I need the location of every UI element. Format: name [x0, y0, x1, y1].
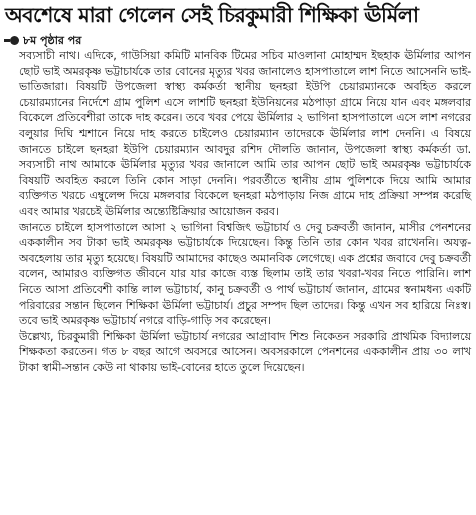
- bullet-icon: [10, 36, 19, 45]
- article-body: [5, 48, 471, 375]
- continuation-note: [10, 33, 81, 48]
- article-paragraph-2: জানতে চাইলে হাসপাতালে আসা ২ ভাগিনা বিশ্বজিৎ ভট্টাচার্য ও দেবু চক্রবর্তী জানান, মাসীর পেনশনের এককালীন সব টাকা ভাই অমরকৃষ্ণ ভট্টাচার্যকে দিয়েছেন। কিন্তু তিনি তার কোন খবর রাখেননি। অযত্ন-অবহেলায় তার মৃত্যু হয়েছে। বিষয়টি আমাদের কাছেও অমানবিক লেগেছে। এক প্রশ্নের জবাবে দেবু চক্রবর্তী বলেন, আমারও ব্যক্তিগত জীবনে যার যার কাজে ব্যস্ত ছিলাম তাই তার খবরা-খবর নিতে পারিনি। লাশ নিতে আসা প্রতিবেশী কান্তি লাল ভট্টাচার্য, কানু চক্রবর্তী ও পার্থ ভট্টাচার্য জানান, গ্রামের স্বনামধন্য একটি পরিবারের সন্তান ছিলেন শিক্ষিকা ঊর্মিলা ভট্টাচার্য। প্রচুর সম্পদ ছিল তাদের। কিন্তু এখন সব হারিয়ে নিঃস্ব। তবে ভাই অমরকৃষ্ণ ভট্টাচার্য নগরে বাড়ি-গাড়ি সব করেছেন।: [19, 220, 471, 328]
- article-paragraph-3: উল্লেখ্য, চিরকুমারী শিক্ষিকা ঊর্মিলা ভট্টাচার্য নগরের আগ্রাবাদ শিশু নিকেতন সরকারি প্রাথমিক বিদ্যালয়ে শিক্ষকতা করতেন। গত ৮ বছর আগে অবসরে আসেন। অবসরকালে পেনশনের এককালীন প্রায় ৩০ লাখ টাকা স্বামী-সন্তান কেউ না থাকায় ভাই-বোনের হাতে তুলে দিয়েছেন।: [19, 329, 471, 374]
- article-paragraph-1: সব্যসাচী নাথ। এদিকে, গাউসিয়া কমিটি মানবিক টিমের সচিব মাওলানা মোহাম্মদ ইছহাক ঊর্মিলার আপন ছোট ভাই অমরকৃষ্ণ ভট্টাচার্যকে তার বোনের মৃত্যুর খবর জানালেও হাসপাতালে লাশ নিতে আসেননি ভাই-ভাতিজারা। বিষয়টি উপজেলা স্বাস্থ্য কর্মকর্তা স্থানীয় ছনহরা ইউপি চেয়ারম্যানকে অবহিত করলে চেয়ারম্যানের নির্দেশে গ্রাম পুলিশ এসে লাশটি ছনহরা ইউনিয়নের মঠপাড়া গ্রামে নিয়ে যান এবং মঙ্গলবার বিকেলে প্রতিবেশীরা তাকে দাহ করেন। তবে খবর পেয়ে ঊর্মিলার ২ ভাগিনা হাসপাতালে এসে লাশ নগরের বলুয়ার দিঘি শ্মশানে নিয়ে দাহ করতে চাইলেও চেয়ারম্যান তাদেরকে ঊর্মিলার লাশ দেননি। এ বিষয়ে জানতে চাইলে ছনহরা ইউপি চেয়ারম্যান আবদুর রশিদ দৌলতি জানান, উপজেলা স্বাস্থ্য কর্মকর্তা ডা. সব্যসাচী নাথ আমাকে ঊর্মিলার মৃত্যুর খবর জানালে আমি তার আপন ছোট ভাই অমরকৃষ্ণ ভট্টাচার্যকে বিষয়টি অবহিত করলে তিনি কোন সাড়া দেননি। পরবর্তীতে স্থানীয় গ্রাম পুলিশকে দিয়ে আমি আমার ব্যক্তিগত খরচে এম্বুলেন্স দিয়ে মঙ্গলবার বিকেলে ছনহরা মঠপাড়ায় নিজ গ্রামে দাহ প্রক্রিয়া সম্পন্ন করেছি এবং আমার খরচেই ঊর্মিলার অন্ত্যেষ্টিক্রিয়ার আয়োজন করব।: [19, 49, 471, 218]
- article-headline: অবশেষে মারা গেলেন সেই চিরকুমারী শিক্ষিকা ঊর্মিলা: [5, 3, 419, 27]
- continuation-text: ৮ম পৃষ্ঠার পর: [23, 34, 82, 47]
